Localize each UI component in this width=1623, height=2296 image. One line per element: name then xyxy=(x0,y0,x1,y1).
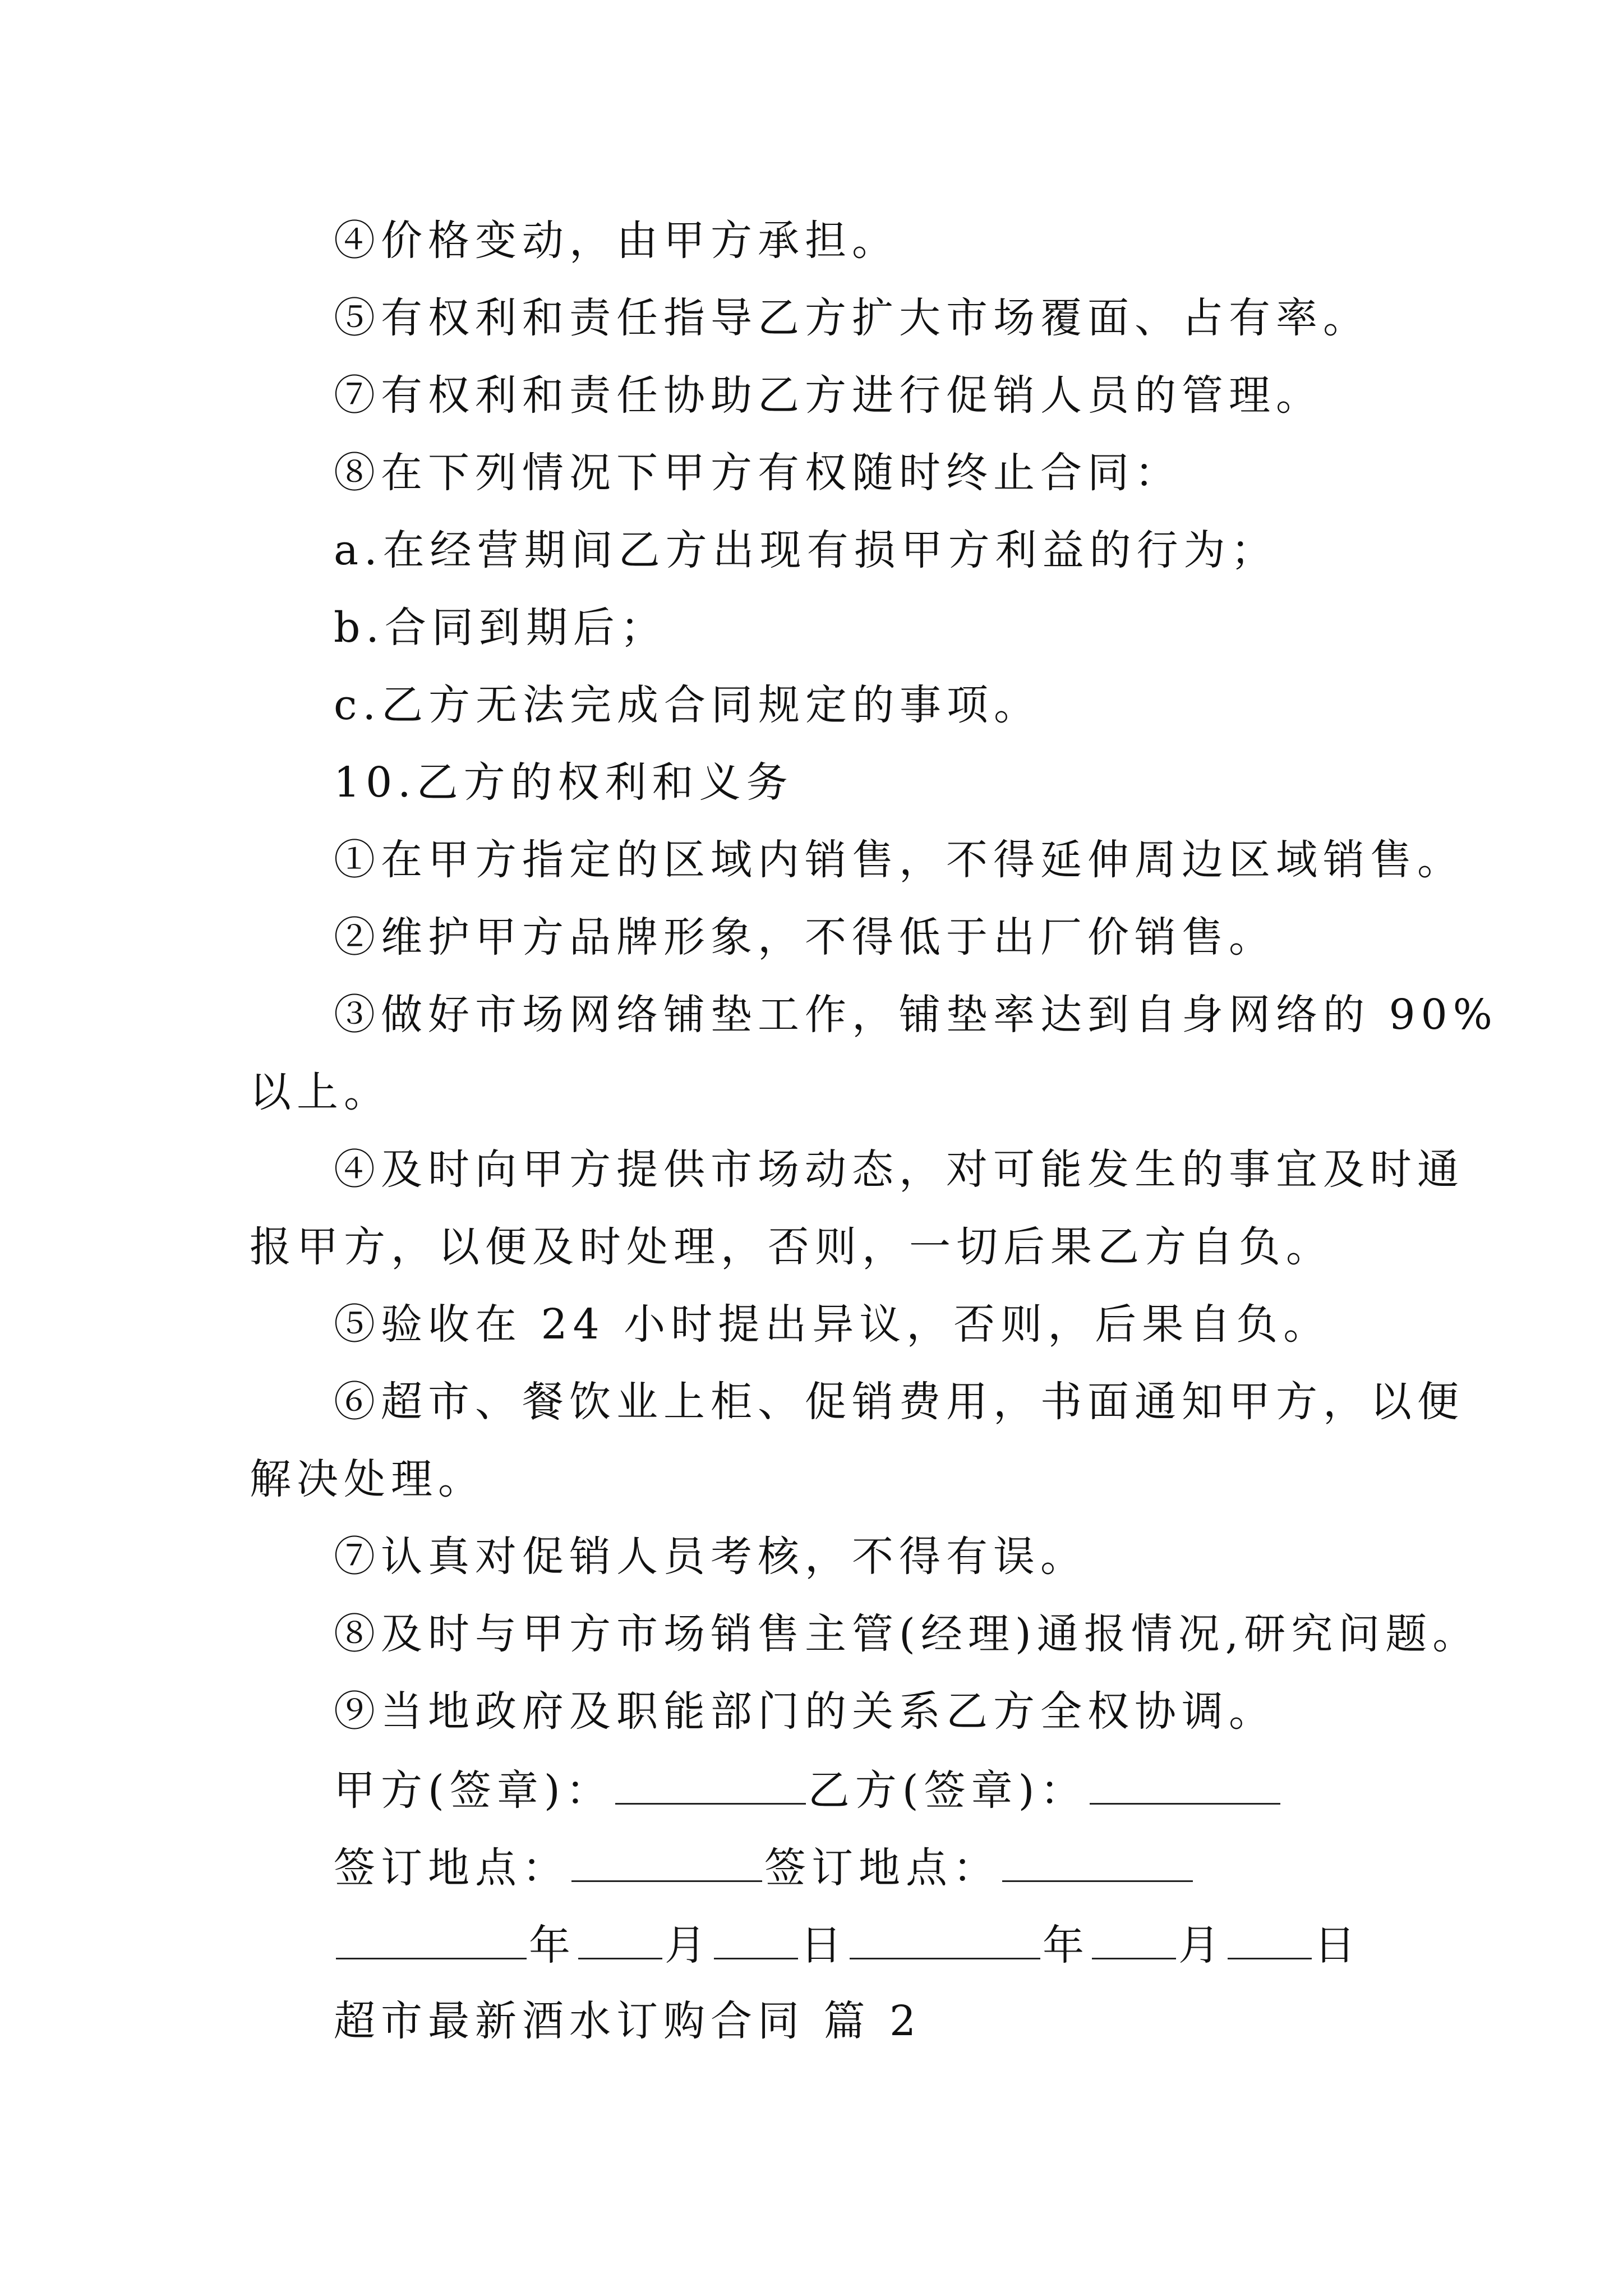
date-a-day-label: 日 xyxy=(800,1921,847,1970)
clause-b-market-info: ④及时向甲方提供市场动态，对可能发生的事宜及时通 xyxy=(334,1145,1464,1194)
date-a-year-label: 年 xyxy=(529,1921,576,1970)
clause-termination: ⑧在下列情况下甲方有权随时终止合同： xyxy=(334,449,1182,497)
clause-b-network-cont: 以上。 xyxy=(250,1068,391,1116)
date-b-month-blank[interactable] xyxy=(1092,1923,1176,1959)
clause-b-promo-fees-cont: 解决处理。 xyxy=(250,1455,485,1503)
party-b-signature-label: 乙方(签章)： xyxy=(808,1766,1087,1815)
signing-place-line xyxy=(334,1844,1195,1892)
clause-b-network: ③做好市场网络铺垫工作，铺垫率达到自身网络的 90% xyxy=(334,991,1498,1039)
clause-b-market-info-cont: 报甲方，以便及时处理，否则，一切后果乙方自负。 xyxy=(250,1223,1333,1271)
clause-b-promo-fees: ⑥超市、餐饮业上柜、促销费用，书面通知甲方，以便 xyxy=(334,1378,1464,1426)
clause-guide-market: ⑤有权利和责任指导乙方扩大市场覆面、占有率。 xyxy=(334,294,1370,342)
place-a-blank[interactable] xyxy=(571,1846,762,1882)
clause-price-change: ④价格变动，由甲方承担。 xyxy=(334,217,899,265)
date-a-month-blank[interactable] xyxy=(578,1923,662,1959)
date-b-day-label: 日 xyxy=(1314,1921,1361,1970)
place-b-blank[interactable] xyxy=(1002,1846,1193,1882)
clause-termination-b: b.合同到期后； xyxy=(334,604,667,652)
place-b-label: 签订地点： xyxy=(764,1844,1000,1892)
date-b-year-blank[interactable] xyxy=(850,1923,1040,1959)
party-a-signature-blank[interactable] xyxy=(615,1768,806,1805)
party-b-signature-blank[interactable] xyxy=(1090,1768,1280,1805)
clause-b-government: ⑨当地政府及职能部门的关系乙方全权协调。 xyxy=(334,1687,1276,1736)
date-a-day-blank[interactable] xyxy=(714,1923,798,1959)
date-b-month-label: 月 xyxy=(1178,1921,1225,1970)
party-a-signature-label: 甲方(签章)： xyxy=(334,1766,613,1815)
section-heading-party-b: 10.乙方的权利和义务 xyxy=(334,758,794,807)
date-a-year-blank[interactable] xyxy=(336,1923,527,1959)
clause-b-acceptance: ⑤验收在 24 小时提出异议，否则，后果自负。 xyxy=(334,1300,1331,1349)
next-contract-title: 超市最新酒水订购合同 篇 2 xyxy=(334,1997,922,2045)
clause-b-assess: ⑦认真对促销人员考核，不得有误。 xyxy=(334,1533,1087,1581)
clause-b-brand: ②维护甲方品牌形象，不得低于出厂价销售。 xyxy=(334,913,1276,961)
clause-b-report: ⑧及时与甲方市场销售主管(经理)通报情况,研究问题。 xyxy=(334,1610,1480,1658)
clause-b-region: ①在甲方指定的区域内销售，不得延伸周边区域销售。 xyxy=(334,836,1464,884)
date-a-month-label: 月 xyxy=(665,1921,712,1970)
signature-line xyxy=(334,1766,1283,1815)
date-b-year-label: 年 xyxy=(1043,1921,1090,1970)
date-b-day-blank[interactable] xyxy=(1228,1923,1312,1959)
date-line xyxy=(334,1921,1361,1970)
clause-termination-c: c.乙方无法完成合同规定的事项。 xyxy=(334,681,1041,729)
clause-termination-a: a.在经营期间乙方出现有损甲方利益的行为； xyxy=(334,526,1278,574)
place-a-label: 签订地点： xyxy=(334,1844,569,1892)
clause-assist-promoters: ⑦有权利和责任协助乙方进行促销人员的管理。 xyxy=(334,371,1323,420)
